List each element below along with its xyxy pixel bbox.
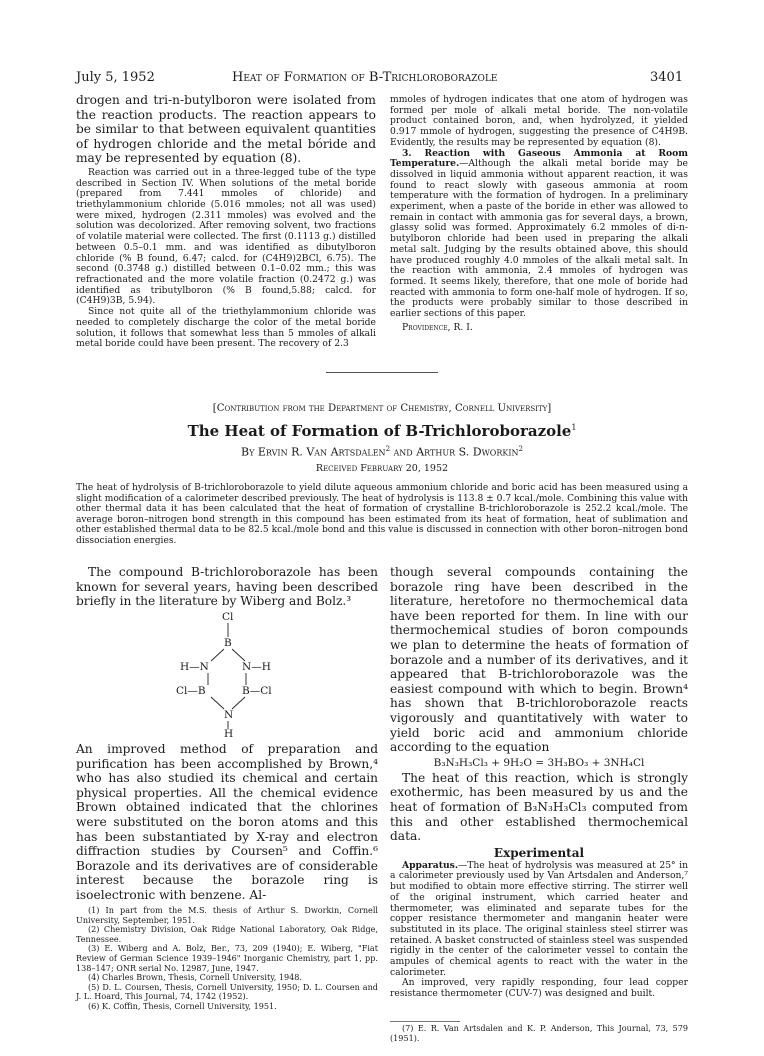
footnote: (3) E. Wiberg and A. Bolz, Ber., 73, 209 (1940); E. Wiberg, "Fiat Review of German Science 1939–1946" Inorganic Chemistry, part 1, pp. 138–147; ONR serial No. 12987, June, 1947. — [76, 943, 378, 973]
body-right-column — [390, 565, 688, 1000]
footnote: (4) Charles Brown, Thesis, Cornell University, 1948. — [88, 972, 303, 983]
body-paragraph: The compound B-trichloroborazole has been known for several years, having been described briefly in the literature by Wiberg and Bolz.³ — [76, 565, 378, 609]
prior-article-signoff: Providence, R. I. — [402, 321, 473, 333]
borazole-structure — [176, 611, 290, 741]
atom-cl-top: Cl — [222, 611, 234, 623]
atom-bcl-right: B—Cl — [242, 685, 272, 697]
byline — [76, 445, 688, 459]
prior-article-paragraph: Reaction was carried out in a three-legged tube of the type described in Section IV. When solutions of the metal boride (prepared from 7.441 mmoles of chloride) and triethylammonium chloride (5.016 mmoles; not all was used) were mixed, hydrogen (2.311 mmoles) was evolved and the solution was decolorized. After removing solvent, two fractions of volatile material were collected. The first (0.1113 g.) distilled between 0.5–0.1 mm. and was identified as dibutylboron chloride (% B found, 6.47; calcd. for (C4H9)2BCl, 6.75). The second (0.3748 g.) distilled between 0.1–0.02 mm.; this was refractionated and the more volatile fraction (0.2472 g.) was identified as tributylboron (% B found,5.88; calcd. for (C4H9)3B, 5.94). — [76, 166, 376, 307]
body-left-column-continued — [76, 742, 378, 903]
footnote: (7) E. R. Van Artsdalen and K. P. Anderson, This Journal, 73, 579 (1951). — [390, 1023, 688, 1043]
body-paragraph: An improved, very rapidly responding, four lead copper resistance thermometer (CUV-7) was designed and built. — [390, 977, 688, 1000]
body-paragraph: The heat of this reaction, which is strongly exothermic, has been measured by us and the heat of formation of B₃N₃H₃Cl₃ computed from this and other established thermochemical data. — [390, 770, 688, 844]
footnotes-right — [390, 1024, 688, 1043]
prior-article-paragraph: mmoles of hydrogen indicates that one atom of hydrogen was formed per mole of alkali metal boride. The non-volatile product contained boron, and, when hydrolyzed, it yielded 0.917 mmole of hydrogen, suggesting the presence of C4H9B. Evidently, the results may be represented by equation (8). — [390, 94, 688, 148]
article-title — [76, 422, 688, 440]
atom-n-bottom: N — [224, 709, 234, 721]
apparatus-text: —The heat of hydrolysis was measured at 25° in a calorimeter previously used by Van Artsdalen and Anderson,⁷ but modified to obtain more effective stirring. The stirrer well of the original instrument, which carried heater and thermometer, was eliminated and separate tubes for the copper resistance thermometer and manganin heater were substituted in its place. The original stainless steel stirrer was retained. A basket constructed of stainless steel was suspended rigidly in the center of the calorimeter vessel to contain the ampules of chemical agents to react with the water in the calorimeter. — [390, 859, 688, 978]
body-paragraph: An improved method of preparation and purification has been accomplished by Brown,⁴ who has also studied its chemical and certain physical properties. All the chemical evidence Brown obtained indicated that the chlorines were substituted on the boron atoms and this has been substantiated by X-ray and electron diffraction studies by Coursen⁵ and Coffin.⁶ Borazole and its derivatives are of considerable interest because the borazole ring is isoelectronic with benzene. Al- — [76, 742, 378, 902]
hydrolysis-equation: B₃N₃H₃Cl₃ + 9H₂O = 3H₃BO₃ + 3NH₄Cl — [433, 756, 645, 769]
running-title: Heat of Formation of B-Trichloroborazole — [232, 70, 498, 85]
footnotes-left — [76, 906, 378, 1012]
section-heading: 3. Reaction with Gaseous Ammonia at Room Temperature. — [390, 147, 688, 170]
atom-clb-left: Cl—B — [176, 685, 206, 697]
author-name: Arthur S. Dworkin — [416, 445, 519, 459]
body-left-column — [76, 565, 378, 609]
atom-h-bottom: H — [224, 728, 234, 740]
received-date: Received February 20, 1952 — [315, 463, 449, 474]
footnote-rule — [390, 1021, 460, 1022]
prior-article-left-column — [76, 93, 376, 350]
byline-by: By — [241, 445, 258, 459]
prior-article-paragraph: Since not quite all of the triethylammonium chloride was needed to completely discharge the color of the metal boride solution, it follows that somewhat less than 5 mmoles of alkali metal boride could have been present. The recovery of 2.3 — [76, 306, 376, 350]
article-title-text: The Heat of Formation of B-Trichloroborazole — [187, 422, 572, 440]
byline-and: and — [390, 445, 417, 459]
header-date: July 5, 1952 — [76, 70, 155, 85]
article-separator — [326, 372, 438, 373]
abstract: The heat of hydrolysis of B-trichloroborazole to yield dilute aqueous ammonium chloride and boric acid has been measured using a slight modification of a calorimeter described previously. The heat of hydrolysis is 113.8 ± 0.7 kcal./mole. Combining this value with other thermal data it has been calculated that the heat of formation of crystalline B-trichloroborazole is 252.2 kcal./mole. The average boron–nitrogen bond strength in this compound has been estimated from its heat of formation, heat of sublimation and other established thermal data to be 82.5 kcal./mole bond and this value is discussed in connection with other boron–nitrogen bond dissociation energies. — [76, 483, 688, 546]
contribution-line: [Contribution from the Department of Chemistry, Cornell University] — [212, 403, 552, 414]
title-footnote-mark: 1 — [571, 423, 577, 432]
atom-hn-left: H—N — [180, 661, 209, 673]
atom-nh-right: N—H — [242, 661, 271, 673]
prior-article-paragraph: drogen and tri-n-butylboron were isolated from the reaction products. The reaction appears to be similar to that between equivalent quantities of hydrogen chloride and the metal bóride and may be represented by equation (8). — [76, 93, 376, 166]
structure-bonds — [180, 611, 290, 741]
atom-b-top: B — [224, 637, 232, 649]
section-text: —Although the alkali metal boride may be dissolved in liquid ammonia without apparent reaction, it was found to react slowly with gaseous ammonia at room temperature with the formation of hydrogen. In a preliminary experiment, when a paste of the boride in ether was allowed to remain in contact with ammonia gas for several days, a brown, glassy solid was formed. Approximately 6.2 mmoles of di-n-butylboron chloride had been used in preparing the alkali metal salt. Judging by the results obtained above, this should have produced roughly 4.0 mmoles of the alkali metal salt. In the reaction with ammonia, 2.4 mmoles of hydrogen was formed. It seems likely, therefore, that one mole of boride had reacted with ammonia to form one-half mole of hydrogen. If so, the products were probably similar to those described in earlier sections of this paper. — [390, 158, 688, 320]
page-number: 3401 — [650, 70, 684, 85]
body-paragraph: though several compounds containing the borazole ring have been described in the literature, heretofore no thermochemical data have been reported for them. In line with our thermochemical studies of boron compounds we plan to determine the heats of formation of borazole and a number of its derivatives, and it appeared that B-trichloroborazole was the easiest compound with which to begin. Brown⁴ has shown that B-trichloroborazole reacts vigorously and quantitatively with water to yield boric acid and ammonium chloride according to the equation — [390, 565, 688, 755]
apparatus-paragraph — [390, 861, 688, 979]
footnote: (5) D. L. Coursen, Thesis, Cornell University, 1950; D. L. Coursen and J. L. Hoard, This Journal, 74, 1742 (1952). — [76, 981, 378, 1002]
footnote: (2) Chemistry Division, Oak Ridge National Laboratory, Oak Ridge, Tennessee. — [76, 924, 378, 944]
footnote: (6) K. Coffin, Thesis, Cornell University, 1951. — [88, 1000, 277, 1011]
footnote: (1) In part from the M.S. thesis of Arthur S. Dworkin, Cornell University, September, 1951. — [76, 905, 378, 925]
author-footnote-mark: 2 — [518, 445, 523, 453]
prior-article-section — [390, 149, 688, 320]
prior-article-right-column — [390, 95, 688, 333]
author-name: Ervin R. Van Artsdalen — [257, 445, 386, 459]
author-footnote-mark: 2 — [385, 445, 391, 453]
apparatus-heading: Apparatus. — [402, 859, 459, 871]
section-heading-experimental: Experimental — [493, 845, 585, 860]
